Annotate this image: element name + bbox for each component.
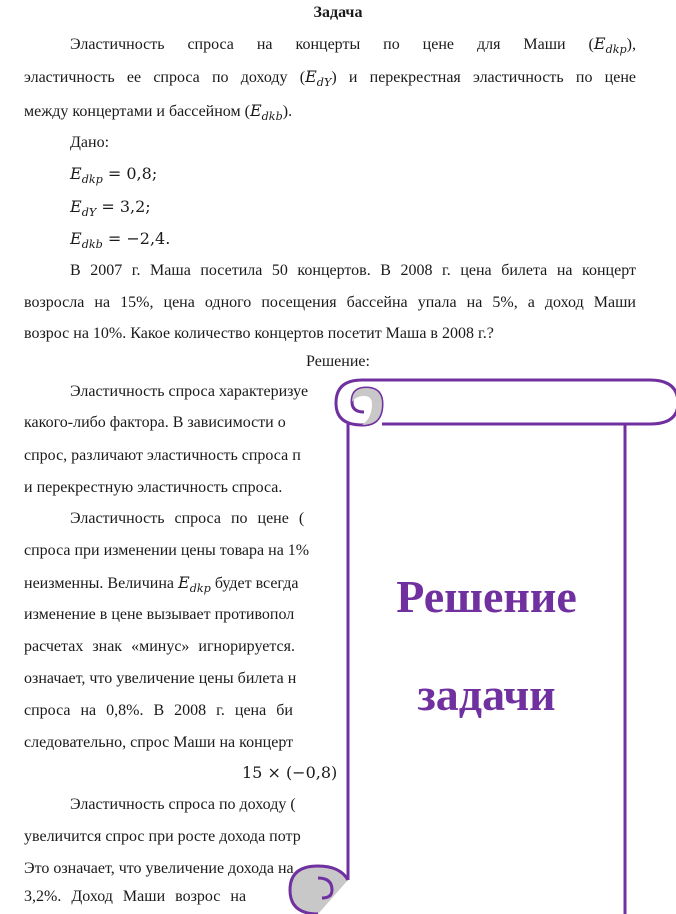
given-item: $E_{dY} = 3,2$; [70, 197, 151, 220]
solution-label: Решение: [306, 353, 370, 370]
solution-line: спроса на 0,8%. В 2008 г. цена би [24, 702, 293, 719]
solution-line: неизменны. Величина $E_{dkp}$ будет всегда [24, 573, 299, 596]
problem-line: возрос на 10%. Какое количество концертов посетит Маша в 2008 г.? [24, 325, 494, 342]
given-label: Дано: [70, 134, 110, 151]
formula-line: 15 × (−0,8) [242, 763, 338, 782]
solution-line: Это означает, что увеличение дохода на [24, 860, 294, 877]
given-item: $E_{dkb} = -2,4$. [70, 229, 171, 252]
scroll-top-roll [362, 380, 676, 424]
symbol-e-dkp: $E_{dkp}$ [593, 34, 627, 57]
scroll-body [310, 395, 625, 914]
problem-line: возросла на 15%, цена одного посещения бассейна упала на 5%, а доход Маши [24, 294, 636, 311]
solution-line: увеличится спрос при росте дохода потр [24, 828, 301, 845]
intro-line-3: между концертами и бассейном $(E_{dkb})$. [24, 101, 293, 124]
solution-line: и перекрестную эластичность спроса. [24, 479, 283, 496]
solution-line: спрос, различают эластичность спроса п [24, 447, 301, 464]
solution-line: означает, что увеличение цены билета н [24, 670, 297, 687]
intro-line-2: эластичность ее спроса по доходу $(E_{dY})$ и перекрестная эластичность по цене [24, 67, 636, 90]
symbol-e-dy: $E_{dY}$ [305, 67, 332, 90]
solution-line: Эластичность спроса по доходу ( [70, 796, 296, 813]
problem-line: В 2007 г. Маша посетила 50 концертов. В 2008 г. цена билета на концерт [70, 262, 636, 279]
doc-title: Задача [313, 4, 363, 21]
given-item: $E_{dkp} = 0,8$; [70, 164, 158, 187]
solution-line: спроса при изменении цены товара на 1% [24, 542, 310, 559]
intro-line-1: Эластичность спроса на концерты по цене для Маши $(E_{dkp})$, [70, 34, 636, 57]
solution-line: Эластичность спроса по цене ( [70, 510, 305, 527]
solution-line: какого-либо фактора. В зависимости о [24, 414, 286, 431]
solution-line: изменение в цене вызывает противопол [24, 606, 295, 623]
solution-line: 3,2%. Доход Маши возрос на [24, 888, 247, 905]
symbol-e-dkb: $E_{dkb}$ [249, 101, 283, 124]
solution-line: Эластичность спроса характеризуе [70, 383, 309, 400]
solution-line: расчетах знак «минус» игнорируется. [24, 638, 296, 655]
solution-line: следовательно, спрос Маши на концерт [24, 734, 294, 751]
